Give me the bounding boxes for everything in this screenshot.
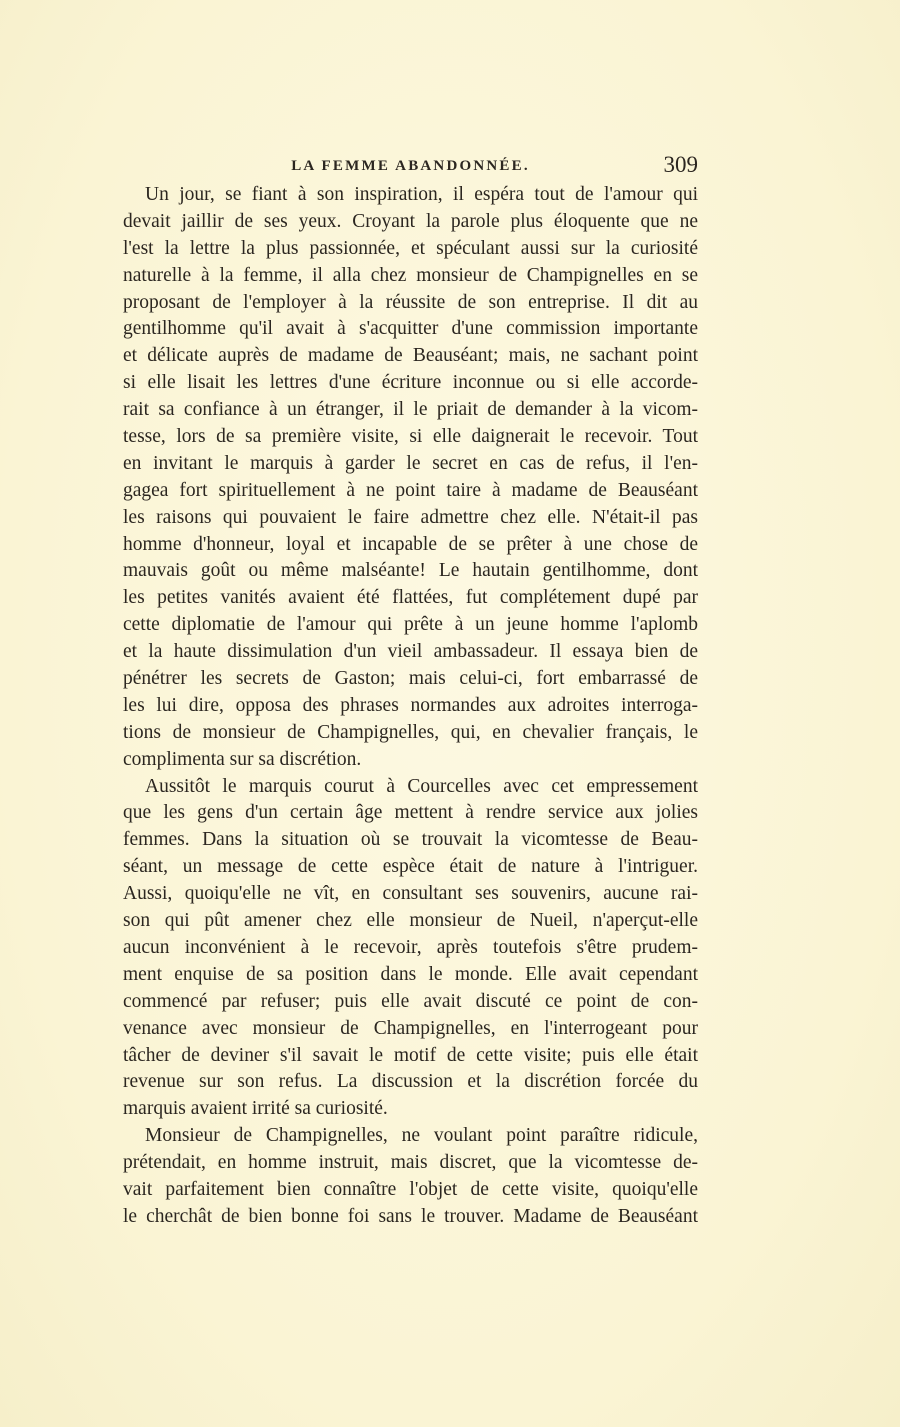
text-line: le cherchât de bien bonne foi sans le trouver. Madame de Beauséant [123,1205,698,1227]
text-line: si elle lisait les lettres d'une écriture inconnue ou si elle accorde- [123,372,698,394]
text-line: prétendait, en homme instruit, mais discret, que la vicomtesse de- [123,1152,698,1174]
text-line: proposant de l'employer à la réussite de son entreprise. Il dit au [123,291,698,313]
text-line: venance avec monsieur de Champignelles, en l'interrogeant pour [123,1017,698,1039]
page-header [123,154,698,180]
text-line: commencé par refuser; puis elle avait discuté ce point de con- [123,990,698,1012]
text-line: gagea fort spirituellement à ne point taire à madame de Beauséant [123,479,698,501]
text-line: rait sa confiance à un étranger, il le priait de demander à la vicom- [123,399,698,421]
text-line: vait parfaitement bien connaître l'objet de cette visite, quoiqu'elle [123,1178,698,1200]
page-number: 309 [663,152,698,177]
text-line: ment enquise de sa position dans le monde. Elle avait cependant [123,963,698,985]
text-line: naturelle à la femme, il alla chez monsieur de Champignelles en se [123,264,698,286]
body-text [123,182,698,1231]
text-line: homme d'honneur, loyal et incapable de se prêter à une chose de [123,533,698,555]
text-line: revenue sur son refus. La discussion et la discrétion forcée du [123,1071,698,1093]
text-line: les raisons qui pouvaient le faire admettre chez elle. N'était-il pas [123,506,698,528]
text-line: que les gens d'un certain âge mettent à rendre service aux jolies [123,802,698,824]
text-line: pénétrer les secrets de Gaston; mais celui-ci, fort embarrassé de [123,668,698,690]
text-line: cette diplomatie de l'amour qui prête à un jeune homme l'aplomb [123,614,698,636]
running-title: LA FEMME ABANDONNÉE. [291,158,530,174]
text-line: les petites vanités avaient été flattées, fut complétement dupé par [123,587,698,609]
text-line: Un jour, se fiant à son inspiration, il espéra tout de l'amour qui [145,184,698,205]
text-line: complimenta sur sa discrétion. [123,748,362,770]
text-line: les lui dire, opposa des phrases normandes aux adroites interroga- [123,694,698,716]
text-line: aucun inconvénient à le recevoir, après toutefois s'être prudem- [123,936,698,958]
text-line: mauvais goût ou même malséante! Le hautain gentilhomme, dont [123,560,698,582]
text-line: Aussi, quoiqu'elle ne vît, en consultant ses souvenirs, aucune rai- [123,883,698,905]
text-line: gentilhomme qu'il avait à s'acquitter d'une commission importante [123,318,698,340]
text-line: marquis avaient irrité sa curiosité. [123,1098,388,1120]
text-line: et la haute dissimulation d'un vieil ambassadeur. Il essaya bien de [123,641,698,663]
text-line: l'est la lettre la plus passionnée, et spéculant aussi sur la curiosité [123,237,698,259]
text-line: femmes. Dans la situation où se trouvait la vicomtesse de Beau- [123,829,698,851]
text-line: son qui pût amener chez elle monsieur de Nueil, n'aperçut-elle [123,910,698,932]
text-line: tions de monsieur de Champignelles, qui, en chevalier français, le [123,721,698,743]
text-line: tâcher de deviner s'il savait le motif de cette visite; puis elle était [123,1044,698,1066]
text-line: en invitant le marquis à garder le secret en cas de refus, il l'en- [123,452,698,474]
text-line: Monsieur de Champignelles, ne voulant point paraître ridicule, [145,1125,698,1147]
text-line: Aussitôt le marquis courut à Courcelles avec cet empressement [145,775,698,797]
text-line: tesse, lors de sa première visite, si elle daignerait le recevoir. Tout [123,426,698,448]
text-line: et délicate auprès de madame de Beauséant; mais, ne sachant point [123,345,698,367]
text-line: séant, un message de cette espèce était de nature à l'intriguer. [123,856,698,878]
text-line: devait jaillir de ses yeux. Croyant la parole plus éloquente que ne [123,210,698,232]
